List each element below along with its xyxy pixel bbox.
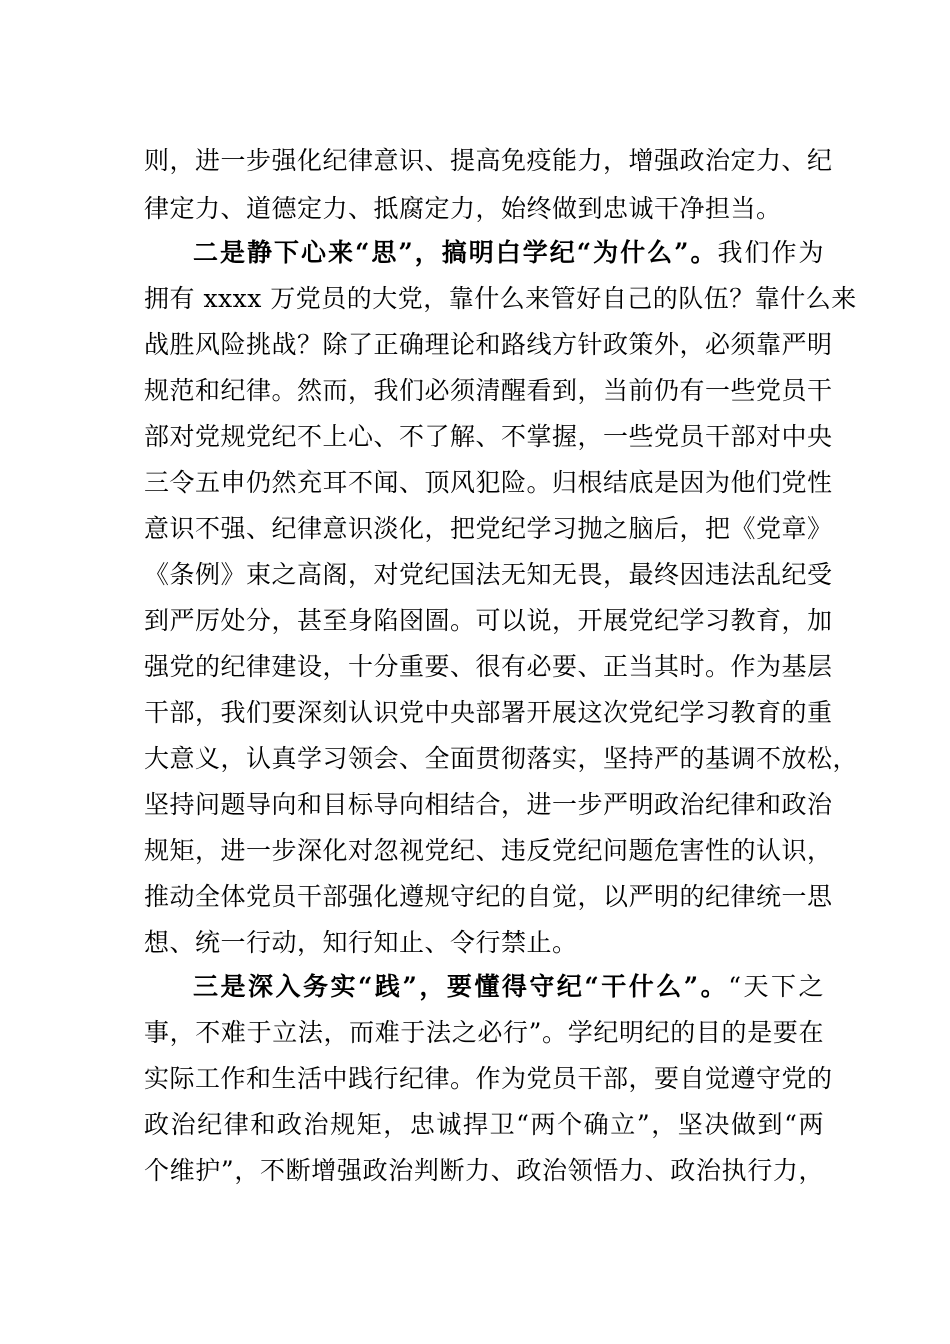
paragraph-line: 《条例》束之高阁，对党纪国法无知无畏，最终因违法乱纪受 [144,560,833,589]
section-heading-3: 三是深入务实“践”，要懂得守纪“干什么”。 [193,972,729,1001]
paragraph-line: 干部，我们要深刻认识党中央部署开展这次党纪学习教育的重 [144,698,833,727]
paragraph-line: 战胜风险挑战？除了正确理论和路线方针政策外，必须靠严明 [144,330,833,359]
paragraph-line: 规范和纪律。然而，我们必须清醒看到，当前仍有一些党员干 [144,376,833,405]
paragraph-line: 政治纪律和政治规矩，忠诚捍卫“两个确立”，坚决做到“两 [144,1110,824,1139]
paragraph-line: 规矩，进一步深化对忽视党纪、违反党纪问题危害性的认识， [144,836,833,865]
paragraph-line: 坚持问题导向和目标导向相结合，进一步严明政治纪律和政治 [144,790,833,819]
paragraph-line: 意识不强、纪律意识淡化，把党纪学习抛之脑后，把《党章》 [144,514,833,543]
section-heading-2: 二是静下心来“思”，搞明白学纪“为什么”。 [193,238,718,267]
paragraph-line: 强党的纪律建设，十分重要、很有必要、正当其时。作为基层 [144,652,833,681]
paragraph-line-with-heading [193,238,824,268]
paragraph-line: 实际工作和生活中践行纪律。作为党员干部，要自觉遵守党的 [144,1064,833,1093]
paragraph-line: 事，不难于立法，而难于法之必行”。学纪明纪的目的是要在 [144,1018,824,1047]
paragraph-text: “天下之 [728,972,824,1001]
paragraph-line: 拥有 xxxx 万党员的大党，靠什么来管好自己的队伍？靠什么来 [144,284,857,313]
paragraph-line: 个维护”，不断增强政治判断力、政治领悟力、政治执行力， [144,1156,824,1185]
paragraph-line: 律定力、道德定力、抵腐定力，始终做到忠诚干净担当。 [144,194,782,223]
paragraph-line: 到严厉处分，甚至身陷囹圄。可以说，开展党纪学习教育，加 [144,606,833,635]
paragraph-line: 三令五申仍然充耳不闻、顶风犯险。归根结底是因为他们党性 [144,468,833,497]
paragraph-line: 部对党规党纪不上心、不了解、不掌握，一些党员干部对中央 [144,422,833,451]
paragraph-line-with-heading [193,972,824,1002]
paragraph-line: 想、统一行动，知行知止、令行禁止。 [144,928,578,957]
paragraph-line: 则，进一步强化纪律意识、提高免疫能力，增强政治定力、纪 [144,146,833,175]
paragraph-line: 大意义，认真学习领会、全面贯彻落实，坚持严的基调不放松， [144,744,859,773]
paragraph-line: 推动全体党员干部强化遵规守纪的自觉，以严明的纪律统一思 [144,882,833,911]
paragraph-text: 我们作为 [717,238,824,267]
